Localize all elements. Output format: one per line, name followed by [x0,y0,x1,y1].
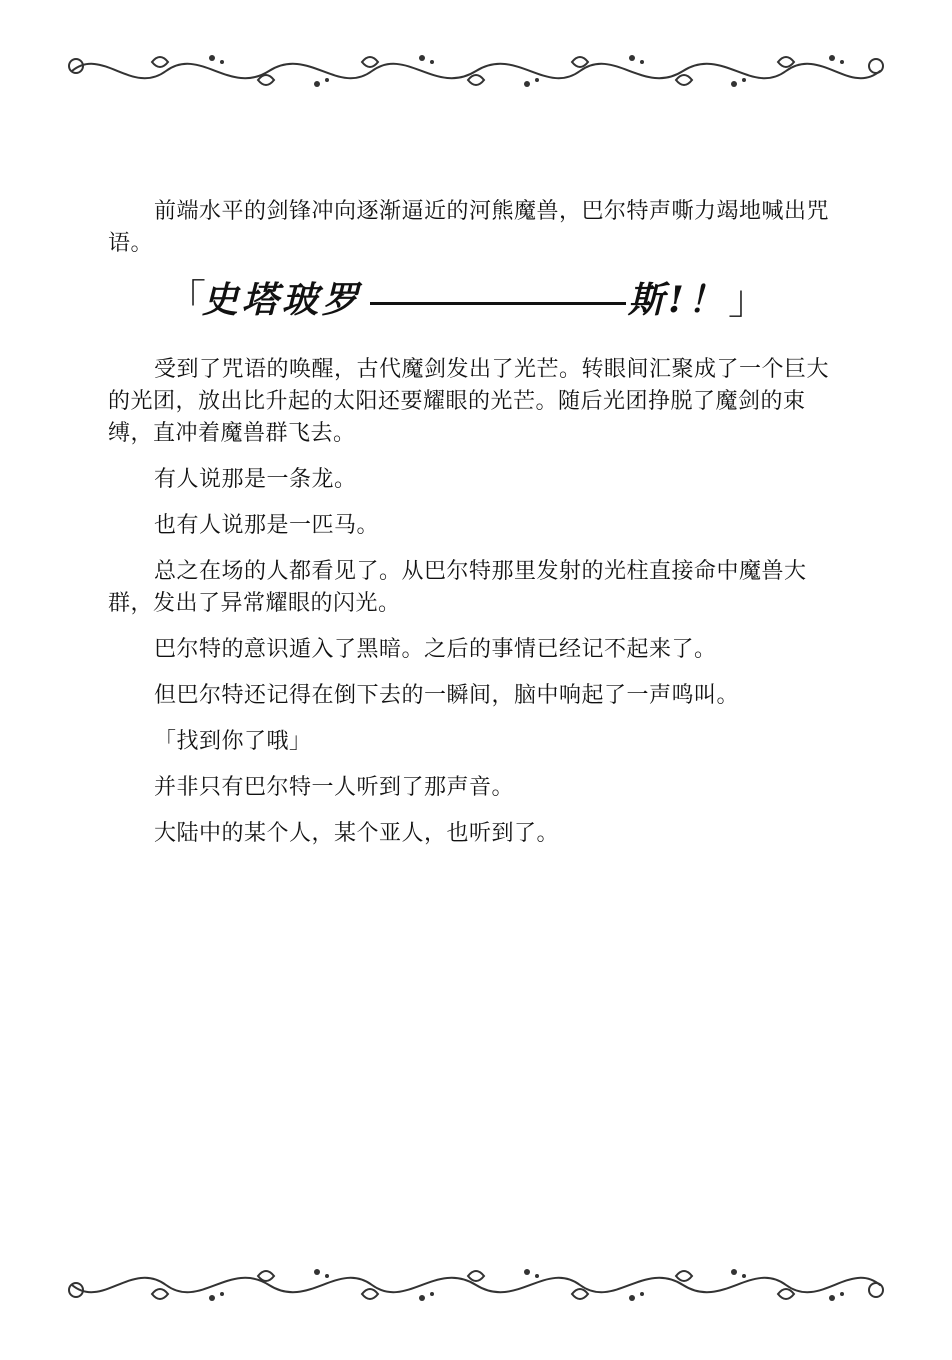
paragraph: 前端水平的剑锋冲向逐渐逼近的河熊魔兽，巴尔特声嘶力竭地喊出咒语。 [108,199,830,256]
paragraph: 并非只有巴尔特一人听到了那声音。 [154,775,515,800]
chant-dash [370,302,626,305]
paragraph: 总之在场的人都看见了。从巴尔特那里发射的光柱直接命中魔兽大群，发出了异常耀眼的闪光。 [108,559,807,616]
paragraph: 受到了咒语的唤醒，古代魔剑发出了光芒。转眼间汇聚成了一个巨大的光团，放出比升起的太阳还要耀眼的光芒。随后光团挣脱了魔剑的束缚，直冲着魔兽群飞去。 [108,357,830,446]
chant-word-last: 斯!！ [628,279,728,321]
paragraph: 有人说那是一条龙。 [154,467,357,492]
chant-line [108,274,848,340]
paragraph: 也有人说那是一匹马。 [154,513,380,538]
paragraph: 但巴尔特还记得在倒下去的一瞬间，脑中响起了一声鸣叫。 [154,683,740,708]
text-body [108,196,848,864]
paragraph: 巴尔特的意识遁入了黑暗。之后的事情已经记不起来了。 [154,637,717,662]
bottom-ornamental-border [62,1260,890,1310]
open-bracket: 「 [166,277,206,323]
close-bracket: 」 [728,277,768,323]
dialogue-line: 「找到你了哦」 [154,729,312,754]
paragraph: 大陆中的某个人，某个亚人，也听到了。 [154,821,560,846]
chant-word-first: 史塔玻罗 [202,279,363,321]
top-ornamental-border [62,46,890,96]
